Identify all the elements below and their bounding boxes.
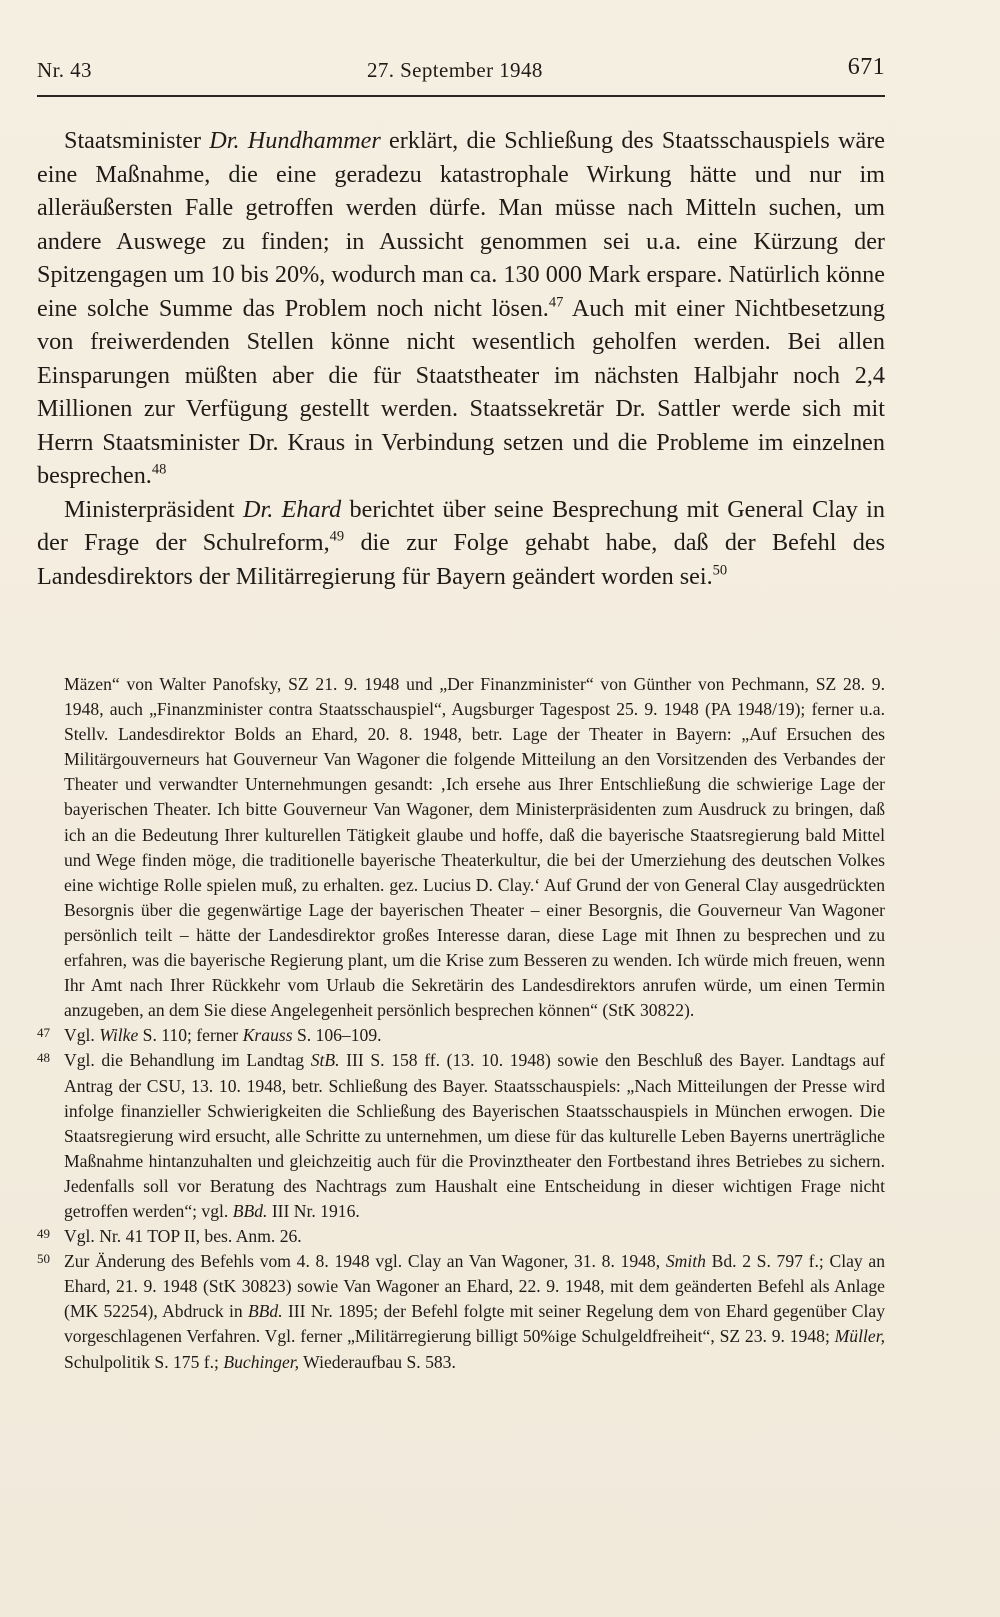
- text-run: III Nr. 1895; der Befehl folgte mit seiner Regelung dem von Ehard gegenüber Clay vorgeschlagenen Verfahren. Vgl. ferner „Militärregierung billigt 50%ige Schulgeldfreiheit“, SZ 23. 9. 1948;: [64, 1301, 885, 1347]
- header-rule: [37, 95, 885, 97]
- footnote-number: 50: [37, 1251, 50, 1267]
- footnote-ref-47: 47: [548, 294, 564, 311]
- text-run: S. 110; ferner: [138, 1025, 243, 1046]
- text-run: Vgl.: [64, 1025, 100, 1046]
- paragraph-hundhammer: [37, 124, 885, 493]
- text-run: Zur Änderung des Befehls vom 4. 8. 1948 vgl. Clay an Van Wagoner, 31. 8. 1948,: [64, 1251, 666, 1272]
- page-number: 671: [847, 54, 885, 80]
- footnote-number: 48: [37, 1050, 50, 1066]
- text-run: S. 106–109.: [292, 1025, 382, 1046]
- text-run: Schulpolitik S. 175 f.;: [64, 1351, 224, 1372]
- citation-source: StB.: [310, 1050, 340, 1071]
- header-date: 27. September 1948: [367, 58, 543, 82]
- text-run: III Nr. 1916.: [267, 1200, 360, 1221]
- footnote-47: [37, 1023, 885, 1048]
- citation-author: Müller,: [834, 1326, 885, 1347]
- footnote-50: [37, 1249, 885, 1374]
- text-run: III S. 158 ff. (13. 10. 1948) sowie den Beschluß des Bayer. Landtags auf Antrag der CSU, 13. 10. 1948, betr. Schließung des Bayer. Staatsschauspiels: „Nach Mitteilungen der Presse wird infolge finanzieller Schwierigkeiten die Schließung des Bayerischen Staatsschauspiels in München erwogen. Die Staatsregierung wird ersucht, alle Schritte zu unternehmen, um diese für das kulturelle Leben Bayerns unerträgliche Maßnahme hintanzuhalten und gleichzeitig auch für die Provinztheater den Fortbestand ihres Betriebes zu sichern. Jedenfalls soll vor Beratung des Nachtrags zum Haushalt eine Entscheidung in dieser wichtigen Frage nicht getroffen werden“; vgl.: [64, 1050, 885, 1221]
- issue-number: Nr. 43: [37, 58, 92, 82]
- text-run: Wiederaufbau S. 583.: [299, 1351, 456, 1372]
- text-run: berichtet über seine Besprechung mit General Clay in der Frage der Schulreform,: [37, 495, 885, 556]
- citation-author: Krauss: [242, 1025, 293, 1046]
- footnotes: [37, 672, 885, 1375]
- footnote-49: [37, 1224, 885, 1249]
- citation-author: Wilke: [99, 1025, 139, 1046]
- text-run: Auch mit einer Nichtbesetzung von freiwerdenden Stellen könne nicht wesentlich geholfen werden. Bei allen Einsparungen müßten aber die für Staatstheater im nächsten Halbjahr noch 2,4 Millionen zur Verfügung gestellt werden. Staatssekretär Dr. Sattler werde sich mit Herrn Staatsminister Dr. Kraus in Verbindung setzen und die Probleme im einzelnen besprechen.: [37, 294, 885, 489]
- text-run: Vgl. Nr. 41 TOP II, bes. Anm. 26.: [64, 1226, 302, 1247]
- citation-author: Buchinger,: [223, 1351, 300, 1372]
- main-text: [37, 124, 885, 593]
- footnote-ref-50: 50: [712, 562, 728, 579]
- citation-source: BBd.: [232, 1200, 268, 1221]
- footnote-ref-48: 48: [151, 461, 167, 478]
- paragraph-ehard: [37, 493, 885, 594]
- text-run: Vgl. die Behandlung im Landtag: [64, 1050, 311, 1071]
- text-run: erklärt, die Schließung des Staatsschauspiels wäre eine Maßnahme, die eine geradezu katastrophale Wirkung hätte und nur im alleräußersten Falle getroffen werden dürfe. Man müsse nach Mitteln suchen, um andere Auswege zu finden; in Aussicht genommen sei u.a. eine Kürzung der Spitzengagen um 10 bis 20%, wodurch man ca. 130 000 Mark erspare. Natürlich könne eine solche Summe das Problem noch nicht lösen.: [37, 127, 885, 322]
- text-run: Staatsminister: [64, 127, 210, 154]
- citation-author: Smith: [665, 1251, 706, 1272]
- text-run: Bd. 2 S. 797 f.; Clay an Ehard, 21. 9. 1948 (StK 30823) sowie Van Wagoner an Ehard, 22. 9. 1948, mit dem geänderten Befehl als Anlage (MK 52254), Abdruck in: [64, 1251, 885, 1322]
- footnote-48: [37, 1048, 885, 1224]
- text-run: Ministerpräsident: [64, 495, 243, 523]
- citation-source: BBd.: [247, 1301, 283, 1322]
- footnote-number: 49: [37, 1226, 50, 1242]
- footnote-continuation: Mäzen“ von Walter Panofsky, SZ 21. 9. 1948 und „Der Finanzminister“ von Günther von Pechmann, SZ 28. 9. 1948, auch „Finanzminister contra Staatsschauspiel“, Augsburger Tagespost 25. 9. 1948 (PA 1948/19); ferner u.a. Stellv. Landesdirektor Bolds an Ehard, 20. 8. 1948, betr. Lage der Theater in Bayern: „Auf Ersuchen des Militärgouverneurs hat Gouverneur Van Wagoner die folgende Mitteilung an den Vorsitzenden des Verbandes der Theater und verwandter Unternehmungen gesandt: ‚Ich ersehe aus Ihrer Entschließung die schwierige Lage der bayerischen Theater. Ich bitte Gouverneur Van Wagoner, dem Ministerpräsidenten zum Ausdruck zu bringen, daß ich an die Bedeutung Ihrer kulturellen Tätigkeit glaube und hoffe, daß die bayerische Staatsregierung bald Mittel und Wege finden möge, die traditionelle bayerische Theaterkultur, die bei der Umerziehung des deutschen Volkes eine wichtige Rolle spielen muß, zu erhalten. gez. Lucius D. Clay.‘ Auf Grund der von General Clay ausgedrückten Besorgnis über die gegenwärtige Lage der bayerischen Theater – einer Besorgnis, die Gouverneur Van Wagoner persönlich teilt – hätte der Landesdirektor großes Interesse daran, diese Lage mit Ihnen zu besprechen und zu erfahren, was die bayerische Regierung plant, um die Krise zum Besseren zu wenden. Ich würde mich freuen, wenn Ihr Amt nach Ihrer Rückkehr vom Urlaub die Sekretärin des Landesdirektors anrufen würde, um einen Termin anzugeben, an dem Sie diese Angelegenheit persönlich besprechen können“ (StK 30822).: [64, 674, 885, 1021]
- footnote-number: 47: [37, 1025, 50, 1041]
- speaker-name: Dr. Ehard: [243, 495, 342, 523]
- running-header: [37, 54, 885, 88]
- text-run: die zur Folge gehabt habe, daß der Befehl des Landesdirektors der Militärregierung für Bayern geändert worden sei.: [37, 529, 885, 590]
- speaker-name: Dr. Hundhammer: [209, 127, 381, 154]
- footnote-ref-49: 49: [329, 528, 345, 545]
